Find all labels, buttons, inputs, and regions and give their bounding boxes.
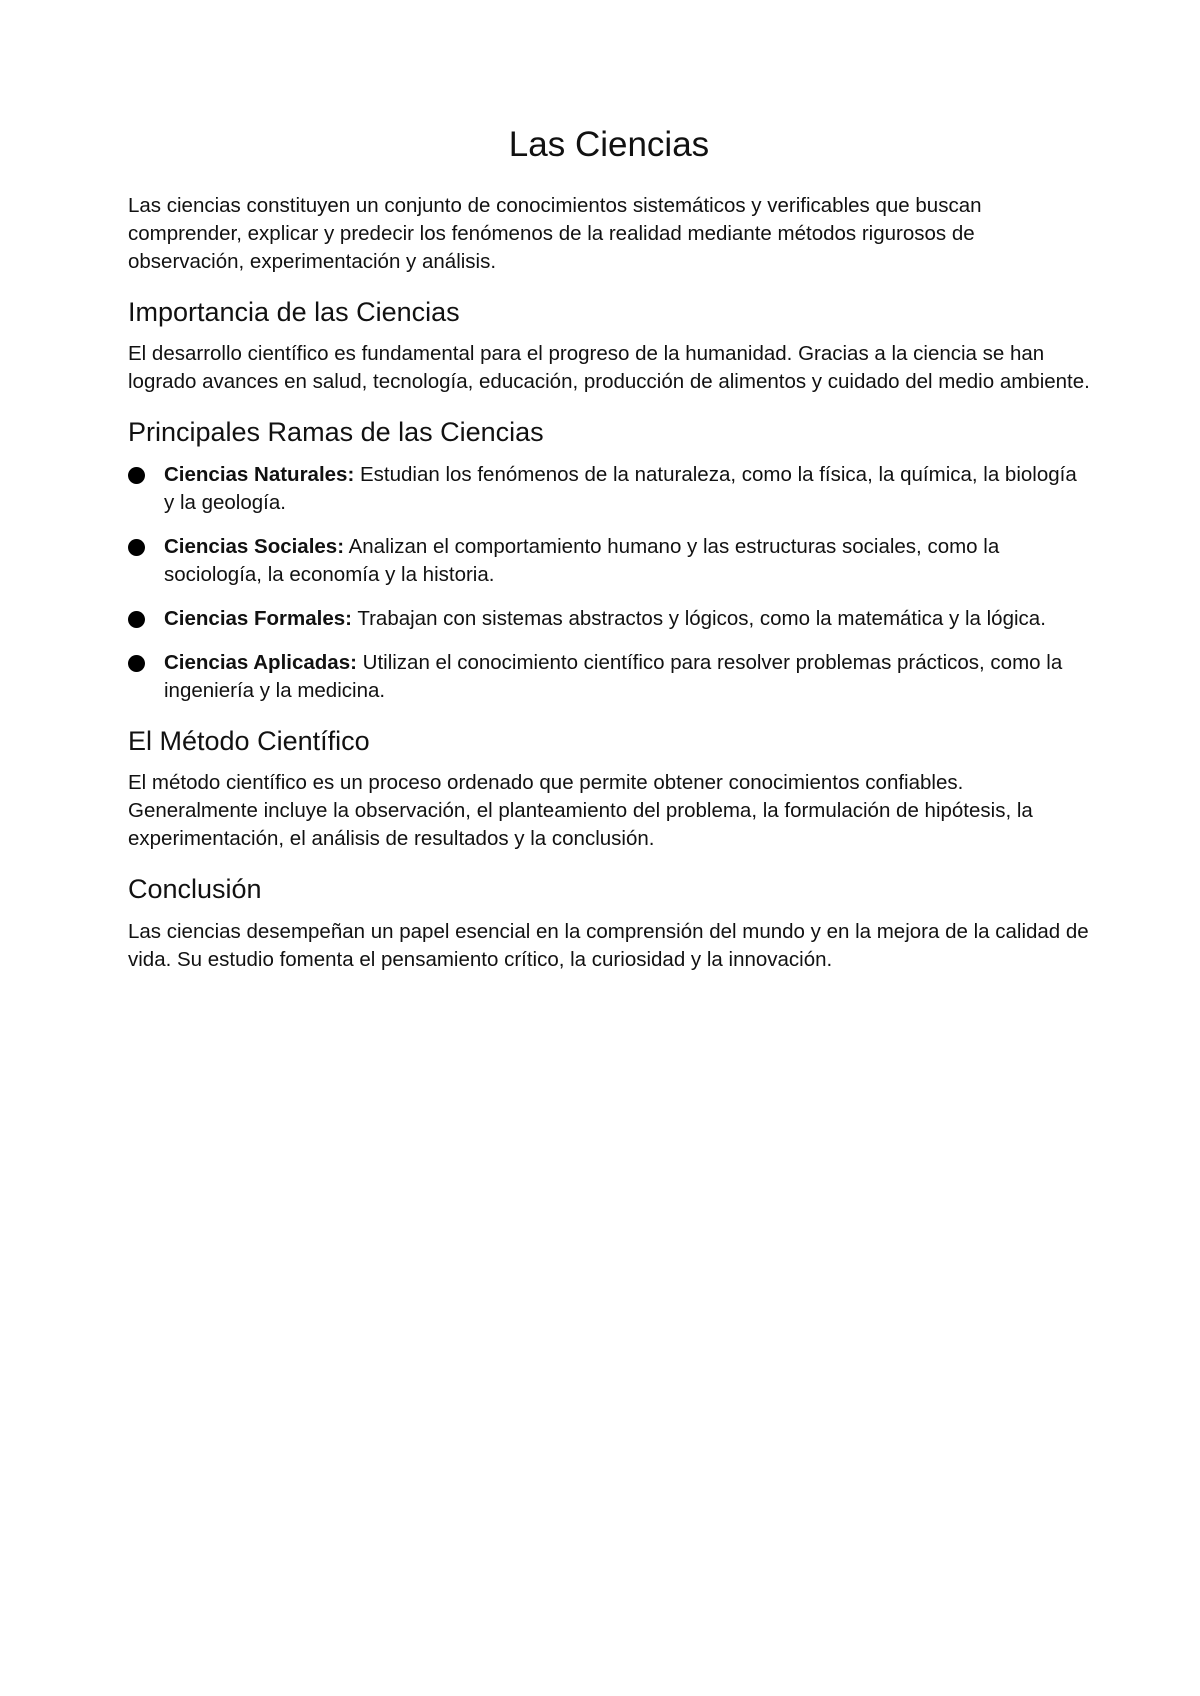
conclusion-section <box>128 873 1090 973</box>
bullet-icon <box>128 611 145 628</box>
branches-section <box>128 416 1090 704</box>
method-heading: El Método Científico <box>128 725 370 756</box>
branch-item-sociales <box>128 533 1090 589</box>
intro-paragraph: Las ciencias constituyen un conjunto de conocimientos sistemáticos y verificables que buscan comprender, explicar y predecir los fenómenos de la realidad mediante métodos rigurosos de observación, experimentación y análisis. <box>128 194 982 273</box>
importance-heading: Importancia de las Ciencias <box>128 297 460 327</box>
branch-name: Ciencias Naturales: <box>164 462 355 486</box>
document-title: Las Ciencias <box>508 125 710 164</box>
branch-name: Ciencias Sociales: <box>164 534 345 558</box>
method-section <box>128 725 1090 853</box>
branch-description: Utilizan el conocimiento científico para resolver problemas prácticos, como la ingeniería y la medicina. <box>164 650 1063 702</box>
method-paragraph: El método científico es un proceso ordenado que permite obtener conocimientos confiables. Generalmente incluye la observación, el planteamiento del problema, la formulación de hipótesis, la experimentación, el análisis de resultados y la conclusión. <box>128 771 1033 851</box>
conclusion-paragraph: Las ciencias desempeñan un papel esencial en la comprensión del mundo y en la mejora de la calidad de vida. Su estudio fomenta el pensamiento crítico, la curiosidad y la innovación. <box>128 919 1089 971</box>
bullet-icon <box>128 655 145 672</box>
branches-list <box>128 461 1090 705</box>
branch-name: Ciencias Aplicadas: <box>164 650 357 674</box>
branch-item-naturales <box>128 461 1090 517</box>
importance-paragraph: El desarrollo científico es fundamental para el progreso de la humanidad. Gracias a la ciencia se han logrado avances en salud, tecnología, educación, producción de alimentos y cuidado del medio ambiente. <box>128 342 1090 394</box>
branch-item-formales <box>128 605 1090 633</box>
bullet-icon <box>128 539 145 556</box>
branches-heading: Principales Ramas de las Ciencias <box>128 417 544 448</box>
branch-description: Analizan el comportamiento humano y las estructuras sociales, como la sociología, la economía y la historia. <box>164 534 1000 586</box>
branch-description: Trabajan con sistemas abstractos y lógicos, como la matemática y la lógica. <box>352 606 1046 630</box>
branch-description: Estudian los fenómenos de la naturaleza, como la física, la química, la biología y la geología. <box>164 462 1077 514</box>
conclusion-heading: Conclusión <box>128 874 262 905</box>
bullet-icon <box>128 467 145 484</box>
importance-section <box>128 296 1090 396</box>
document-page <box>128 124 1090 974</box>
branch-item-aplicadas <box>128 649 1090 705</box>
branch-name: Ciencias Formales: <box>164 606 352 630</box>
